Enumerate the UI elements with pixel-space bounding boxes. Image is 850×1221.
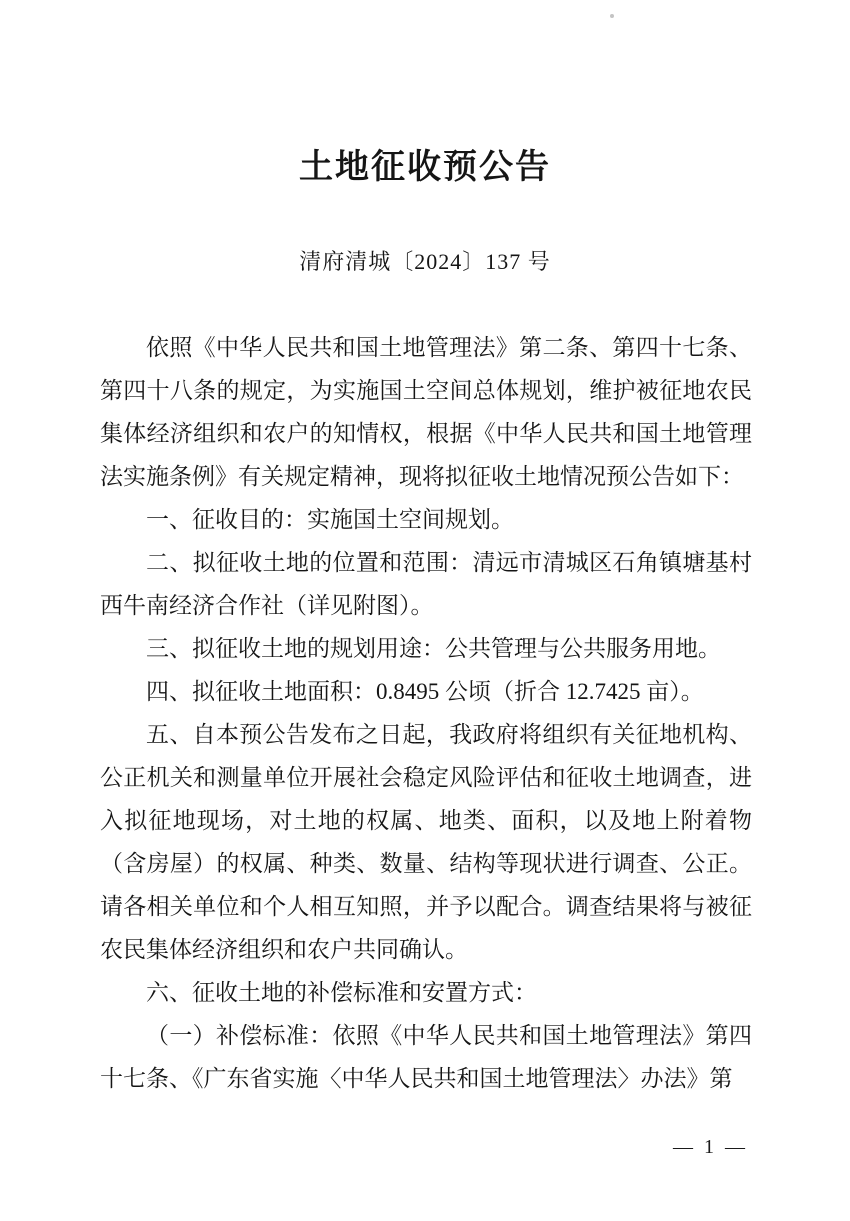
paragraph-item-5-survey: 五、自本预公告发布之日起，我政府将组织有关征地机构、公正机关和测量单位开展社会稳定风险评估和征收土地调查，进入拟征地现场，对土地的权属、地类、面积，以及地上附着物（含房屋）的权属、种类、数量、结构等现状进行调查、公正。请各相关单位和个人相互知照，并予以配合。调查结果将与被征农民集体经济组织和农户共同确认。 — [100, 721, 752, 962]
paragraph-item-1-purpose: 一、征收目的：实施国土空间规划。 — [146, 506, 514, 532]
paragraph-item-4-area: 四、拟征收土地面积：0.8495 公顷（折合 12.7425 亩）。 — [146, 678, 704, 704]
paragraph-item-2-location: 二、拟征收土地的位置和范围：清远市清城区石角镇塘基村西牛南经济合作社（详见附图）。 — [100, 549, 752, 618]
document-title: 土地征收预公告 — [299, 149, 551, 186]
paragraph-preamble: 依照《中华人民共和国土地管理法》第二条、第四十七条、第四十八条的规定，为实施国土空间总体规划，维护被征地农民集体经济组织和农户的知情权，根据《中华人民共和国土地管理法实施条例》有关规定精神，现将拟征收土地情况预公告如下： — [100, 334, 752, 489]
paragraph-item-6-1-compensation-standard: （一）补偿标准：依照《中华人民共和国土地管理法》第四十七条、《广东省实施〈中华人民共和国土地管理法〉办法》第 — [100, 1022, 752, 1091]
paragraph-item-3-planned-use: 三、拟征收土地的规划用途：公共管理与公共服务用地。 — [146, 635, 721, 661]
page-number: — 1 — — [673, 1136, 748, 1158]
scan-artifact-speck — [610, 14, 614, 18]
document-number: 清府清城〔2024〕137 号 — [299, 248, 551, 274]
paragraph-item-6-compensation-heading: 六、征收土地的补偿标准和安置方式： — [146, 979, 537, 1005]
document-body — [100, 326, 752, 1100]
